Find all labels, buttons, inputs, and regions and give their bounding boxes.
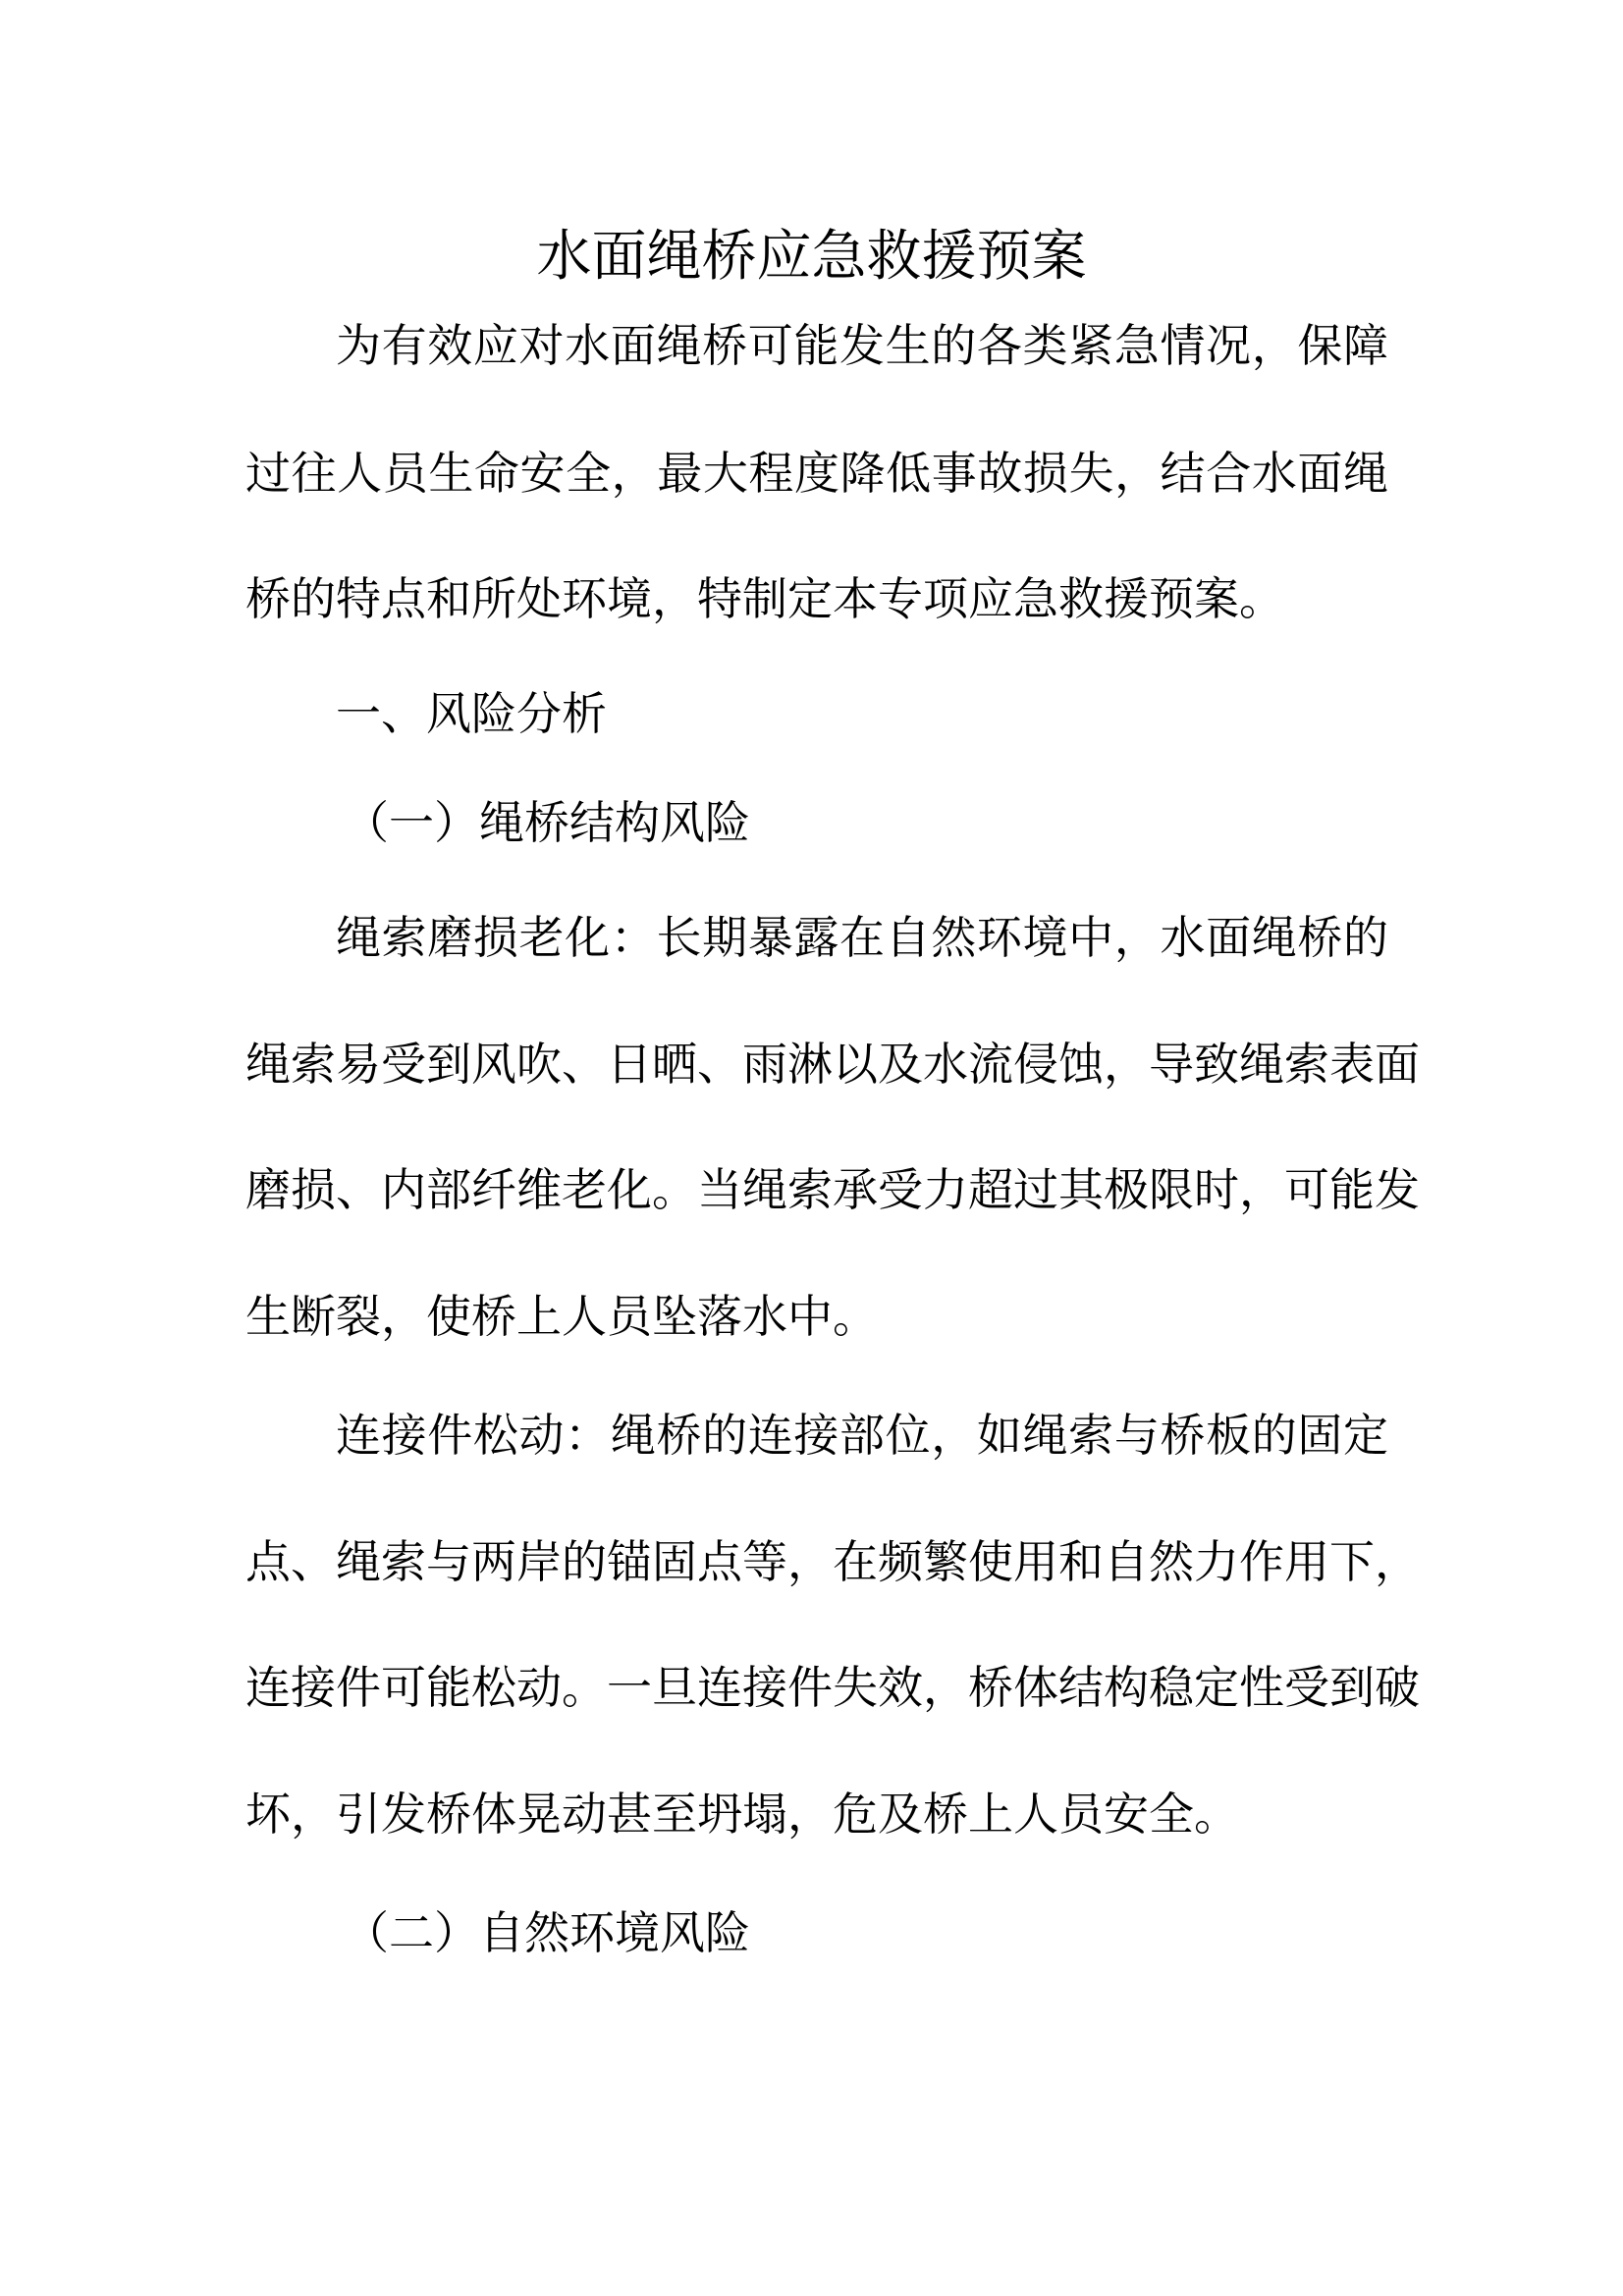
- paragraph-line: 为有效应对水面绳桥可能发生的各类紧急情况，保障: [336, 319, 1388, 372]
- paragraph-line: 绳索易受到风吹、日晒、雨淋以及水流侵蚀，导致绳索表面: [245, 1038, 1420, 1091]
- paragraph-line: 连接件可能松动。一旦连接件失效，桥体结构稳定性受到破: [245, 1661, 1420, 1714]
- paragraph-line: 连接件松动：绳桥的连接部位，如绳索与桥板的固定: [336, 1409, 1388, 1462]
- paragraph-line: 点、绳索与两岸的锚固点等，在频繁使用和自然力作用下，: [245, 1535, 1420, 1588]
- subsection-heading: （一）绳桥结构风险: [344, 796, 750, 849]
- paragraph-line: 坏，引发桥体晃动甚至坍塌，危及桥上人员安全。: [245, 1788, 1239, 1841]
- subsection-heading: （二）自然环境风险: [344, 1906, 750, 1959]
- paragraph-line: 过往人员生命安全，最大程度降低事故损失，结合水面绳: [245, 447, 1388, 500]
- paragraph-line: 绳索磨损老化：长期暴露在自然环境中，水面绳桥的: [336, 911, 1388, 964]
- paragraph-line: 生断裂，使桥上人员坠落水中。: [245, 1290, 878, 1343]
- paragraph-line: 桥的特点和所处环境，特制定本专项应急救援预案。: [245, 572, 1284, 625]
- section-heading: 一、风险分析: [336, 687, 607, 740]
- document-title: 水面绳桥应急救援预案: [536, 225, 1087, 289]
- paragraph-line: 磨损、内部纤维老化。当绳索承受力超过其极限时，可能发: [245, 1163, 1420, 1216]
